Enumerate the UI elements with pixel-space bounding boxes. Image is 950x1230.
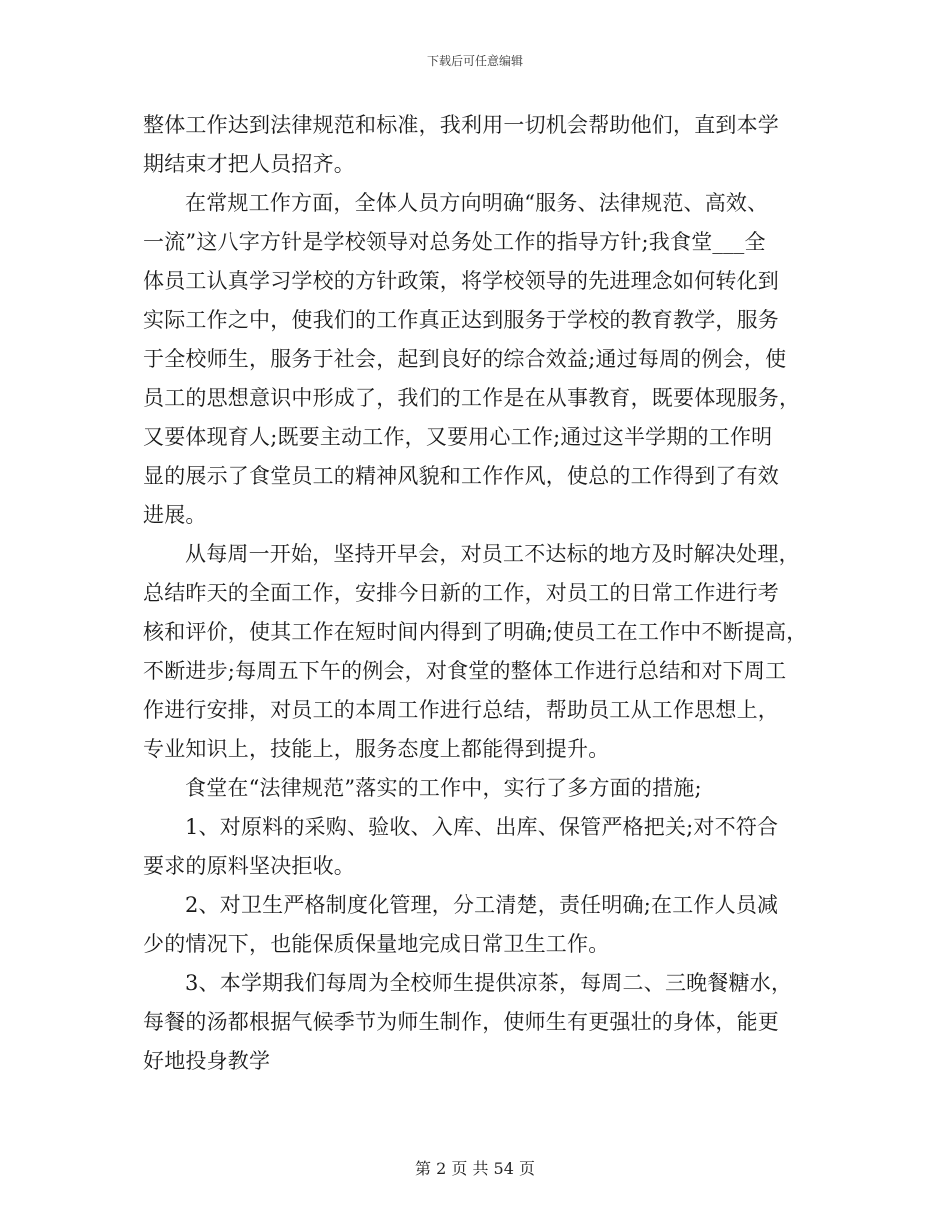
- text-line: 每餐的汤都根据气候季节为师生制作，使师生有更强壮的身体，能更: [143, 1010, 779, 1034]
- text-line: 专业知识上，技能上，服务态度上都能得到提升。: [143, 737, 610, 761]
- page-number-footer: 第 2 页 共 54 页: [415, 1159, 535, 1178]
- text-line: 总结昨天的全面工作，安排今日新的工作，对员工的日常工作进行考: [143, 581, 779, 605]
- text-line: 体员工认真学习学校的方针政策，将学校领导的先进理念如何转化到: [143, 269, 779, 293]
- paragraph-start-line: 从每周一开始，坚持开早会，对员工不达标的地方及时解决处理，: [185, 542, 800, 566]
- text-line: 显的展示了食堂员工的精神风貌和工作作风，使总的工作得到了有效: [143, 464, 779, 488]
- list-item-2-line: 2、对卫生严格制度化管理，分工清楚，责任明确;在工作人员减: [185, 893, 779, 917]
- text-line: 期结束才把人员招齐。: [143, 152, 355, 176]
- text-line: 实际工作之中，使我们的工作真正达到服务于学校的教育教学，服务: [143, 308, 779, 332]
- text-line: 要求的原料坚决拒收。: [143, 854, 355, 878]
- list-item-1-line: 1、对原料的采购、验收、入库、出库、保管严格把关;对不符合: [185, 815, 779, 839]
- text-line: 一流”这八字方针是学校领导对总务处工作的指导方针;我食堂___全: [143, 230, 766, 254]
- list-item-3-line: 3、本学期我们每周为全校师生提供凉茶，每周二、三晚餐糖水，: [185, 971, 793, 995]
- paragraph-start-line: 在常规工作方面，全体人员方向明确“服务、法律规范、高效、: [185, 191, 769, 215]
- text-line: 核和评价，使其工作在短时间内得到了明确;使员工在工作中不断提高，: [143, 620, 808, 644]
- text-line: 于全校师生，服务于社会，起到良好的综合效益;通过每周的例会，使: [143, 347, 787, 371]
- text-line: 作进行安排，对员工的本周工作进行总结，帮助员工从工作思想上，: [143, 698, 779, 722]
- text-line: 员工的思想意识中形成了，我们的工作是在从事教育，既要体现服务，: [143, 386, 801, 410]
- text-line: 整体工作达到法律规范和标准，我利用一切机会帮助他们，直到本学: [143, 113, 779, 137]
- text-line: 不断进步;每周五下午的例会，对食堂的整体工作进行总结和对下周工: [143, 659, 787, 683]
- page-header-note: 下载后可任意编辑: [426, 54, 523, 68]
- text-line: 又要体现育人;既要主动工作，又要用心工作;通过这半学期的工作明: [143, 425, 773, 449]
- text-line: 少的情况下，也能保质保量地完成日常卫生工作。: [143, 932, 610, 956]
- text-line: 好地投身教学: [143, 1049, 271, 1073]
- paragraph-start-line: 食堂在“法律规范”落实的工作中，实行了多方面的措施;: [185, 776, 702, 800]
- text-line: 进展。: [143, 503, 207, 527]
- document-body: [143, 106, 813, 1081]
